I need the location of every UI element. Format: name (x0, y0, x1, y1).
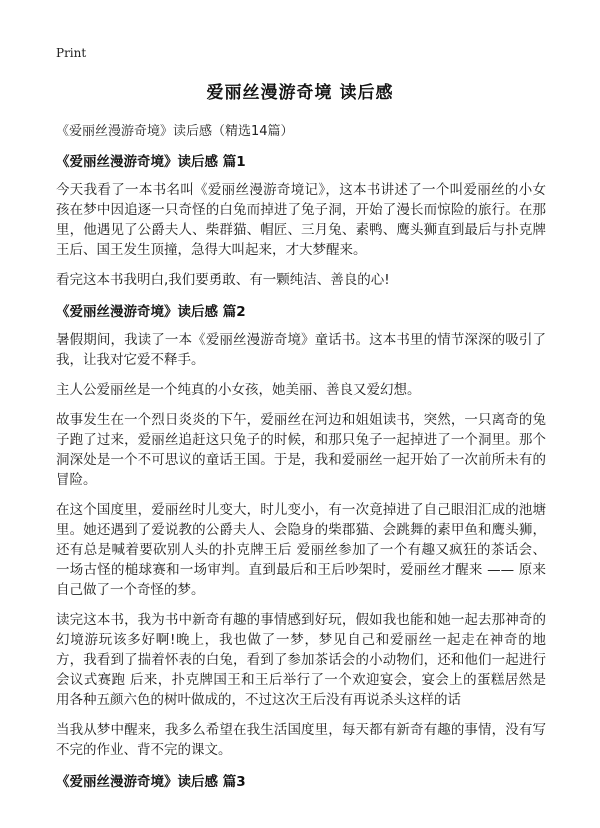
page-title: 爱丽丝漫游奇境 读后感 (206, 83, 394, 103)
paragraph: 今天我看了一本书名叫《爱丽丝漫游奇境记》，这本书讲述了一个叫爱丽丝的小女孩在梦中因追逐一只奇怪的白兔而掉进了兔子洞，开始了漫长而惊险的旅行。在那里，他遇见了公爵夫人、柴群猫、帽匠、三月兔、素鸭、鹰头狮直到最后与扑克牌王后、国王发生顶撞，急得大叫起来，才大梦醒来。 (56, 182, 546, 258)
paragraph: 看完这本书我明白,我们要勇敢、有一颗纯洁、善良的心! (56, 272, 390, 288)
paragraph: 主人公爱丽丝是一个纯真的小女孩，她美丽、善良又爱幻想。 (56, 382, 421, 398)
page-subtitle: 《爱丽丝漫游奇境》读后感（精选14篇） (56, 124, 294, 139)
paragraph: 故事发生在一个烈日炎炎的下午，爱丽丝在河边和姐姐读书，突然，一只离奇的兔子跑了过来，爱丽丝追赶这只兔子的时候，和那只兔子一起掉进了一个洞里。那个洞深处是一个不可思议的童话王国。于是，我和爱丽丝一起开始了一次前所未有的冒险。 (56, 412, 546, 488)
paragraph: 在这个国度里，爱丽丝时儿变大，时儿变小，有一次竟掉进了自己眼泪汇成的池塘里。她还遇到了爱说教的公爵夫人、会隐身的柴郡猫、会跳舞的素甲鱼和鹰头狮，还有总是喊着要砍别人头的扑克牌王后 爱丽丝参加了一个有趣又疯狂的茶话会、一场古怪的槌球赛和一场审判。直到最后和王后吵架时，爱丽丝才醒来 —— 原来自己做了一个奇怪的梦。 (56, 502, 546, 598)
section-heading: 《爱丽丝漫游奇境》读后感 篇3 (56, 774, 246, 790)
paragraph: 暑假期间，我读了一本《爱丽丝漫游奇境》童话书。这本书里的情节深深的吸引了我，让我对它爱不释手。 (56, 332, 546, 368)
section-heading: 《爱丽丝漫游奇境》读后感 篇2 (56, 304, 246, 320)
article-body (56, 150, 546, 800)
paragraph: 当我从梦中醒来，我多么希望在我生活国度里，每天都有新奇有趣的事情，没有写不完的作业、背不完的课文。 (56, 722, 546, 758)
paragraph: 读完这本书，我为书中新奇有趣的事情感到好玩，假如我也能和她一起去那神奇的幻境游玩该多好啊!晚上，我也做了一梦，梦见自己和爱丽丝一起走在神奇的地方，我看到了揣着怀表的白兔，看到了参加茶话会的小动物们，还和他们一起进行会议式赛跑 后来，扑克牌国王和王后举行了一个欢迎宴会，宴会上的蛋糕居然是用各种五颜六色的树叶做成的，不过这次王后没有再说杀头这样的话 (56, 612, 546, 708)
section-heading: 《爱丽丝漫游奇境》读后感 篇1 (56, 154, 246, 170)
print-link[interactable]: Print (56, 46, 87, 60)
